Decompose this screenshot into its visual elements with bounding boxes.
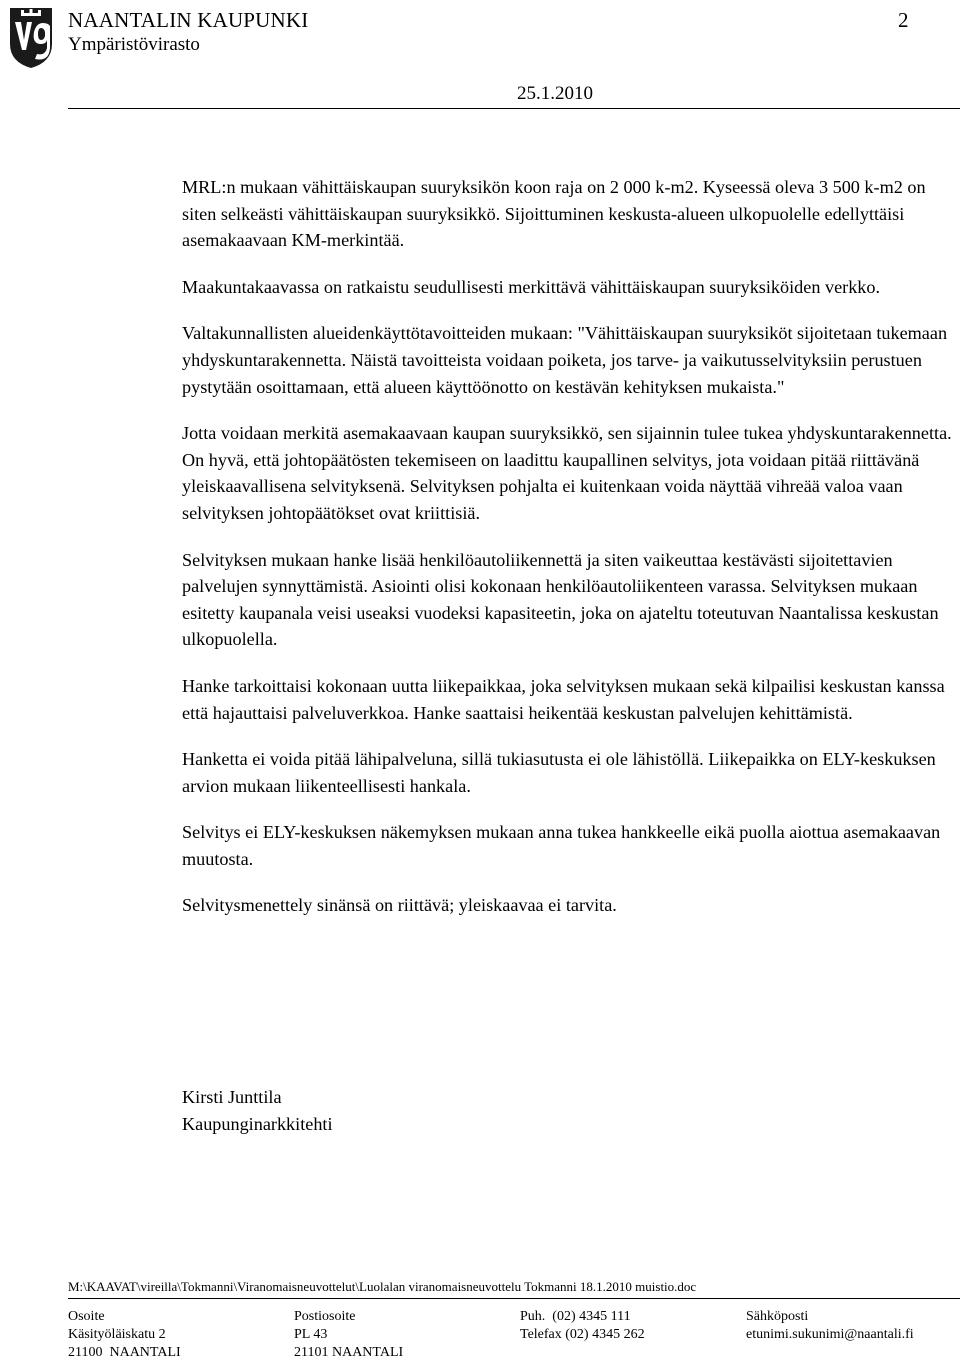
- paragraph: Selvitysmenettely sinänsä on riittävä; yleiskaavaa ei tarvita.: [182, 895, 617, 916]
- footer-address: [68, 1308, 181, 1362]
- signature-block: [182, 1084, 333, 1137]
- header-divider: [68, 108, 960, 109]
- organization-name: NAANTALIN KAUPUNKI: [68, 8, 309, 32]
- footer-line: PL 43: [294, 1327, 328, 1342]
- footer-line: 21101 NAANTALI: [294, 1345, 404, 1360]
- footer-line: 21100 NAANTALI: [68, 1345, 181, 1360]
- footer-divider: [68, 1298, 960, 1299]
- signatory-title: Kaupunginarkkitehti: [182, 1113, 333, 1134]
- footer-postal-address: [294, 1308, 403, 1362]
- footer-email-address: etunimi.sukunimi@naantali.fi: [746, 1327, 914, 1342]
- paragraph: Hanke tarkoittaisi kokonaan uutta liikepaikkaa, joka selvityksen mukaan sekä kilpailisi keskustan kanssa että hajauttaisi palveluverkkoa. Hanke saattaisi heikentää keskustan palvelujen kehittämistä.: [182, 675, 945, 723]
- paragraph: Hanketta ei voida pitää lähipalveluna, sillä tukiasutusta ei ole lähistöllä. Liikepaikka on ELY-keskuksen arvion mukaan liikenteellisesti hankala.: [182, 749, 936, 796]
- file-path: M:\KAAVAT\vireilla\Tokmanni\Viranomaisneuvottelut\Luolalan viranomaisneuvottelu Tokmanni 18.1.2010 muistio.doc: [68, 1279, 697, 1294]
- paragraph: MRL:n mukaan vähittäiskaupan suuryksikön koon raja on 2 000 k-m2. Kyseessä oleva 3 500 k-m2 on siten selkeästi vähittäiskaupan suuryksikkö. Sijoittuminen keskusta-alueen ulkopuolelle edellyttäisi asemakaavaan KM-merkintää.: [182, 177, 926, 251]
- document-date: 25.1.2010: [517, 83, 593, 104]
- footer-line: Käsityöläiskatu 2: [68, 1327, 166, 1342]
- paragraph: Maakuntakaavassa on ratkaistu seudullisesti merkittävä vähittäiskaupan suuryksiköiden verkko.: [182, 276, 881, 297]
- paragraph: Selvityksen mukaan hanke lisää henkilöautoliikennettä ja siten vaikeuttaa kestävästi sijoitettavien palvelujen synnyttämistä. Asiointi olisi kokonaan henkilöautoliikenteen varassa. Selvityksen mukaan esitetty kaupanala veisi useaksi vuodeksi kapasiteetin, joka on ajateltu toteutuvan Naantalissa keskustan ulkopuolella.: [182, 549, 939, 650]
- signatory-name: Kirsti Junttila: [182, 1087, 282, 1107]
- footer-label: Sähköposti: [746, 1309, 809, 1324]
- footer-label: Osoite: [68, 1309, 105, 1324]
- footer-email: [746, 1308, 914, 1344]
- naantali-coat-of-arms-icon: [4, 4, 58, 70]
- footer-phone: [520, 1308, 645, 1344]
- paragraph: Valtakunnallisten alueidenkäyttötavoitteiden mukaan: "Vähittäiskaupan suuryksiköt sijoitetaan tukemaan yhdyskuntarakennetta. Näistä tavoitteista voidaan poiketa, jos tarve- ja vaikutusselvityksiin perustuen pystytään osoittamaan, että alueen käyttöönotto on kestävän kehityksen mukaista.": [182, 323, 948, 397]
- footer-label: Puh. (02) 4345 111: [520, 1309, 631, 1324]
- document-body: [182, 174, 952, 939]
- department-name: Ympäristövirasto: [68, 34, 200, 55]
- paragraph: Jotta voidaan merkitä asemakaavaan kaupan suuryksikkö, sen sijainnin tulee tukea yhdyskuntarakennetta. On hyvä, että johtopäätösten tekemiseen on laadittu kaupallinen selvitys, jota voidaan pitää riittävänä yleiskaavallisena selvityksenä. Selvityksen pohjalta ei kuitenkaan voida näyttää vihreää valoa vaan selvityksen johtopäätökset ovat kriittisiä.: [182, 423, 952, 523]
- page-number: 2: [898, 8, 909, 32]
- paragraph: Selvitys ei ELY-keskuksen näkemyksen mukaan anna tukea hankkeelle eikä puolla aiottua asemakaavan muutosta.: [182, 822, 941, 869]
- footer-line: Telefax (02) 4345 262: [520, 1327, 645, 1342]
- footer-label: Postiosoite: [294, 1309, 356, 1324]
